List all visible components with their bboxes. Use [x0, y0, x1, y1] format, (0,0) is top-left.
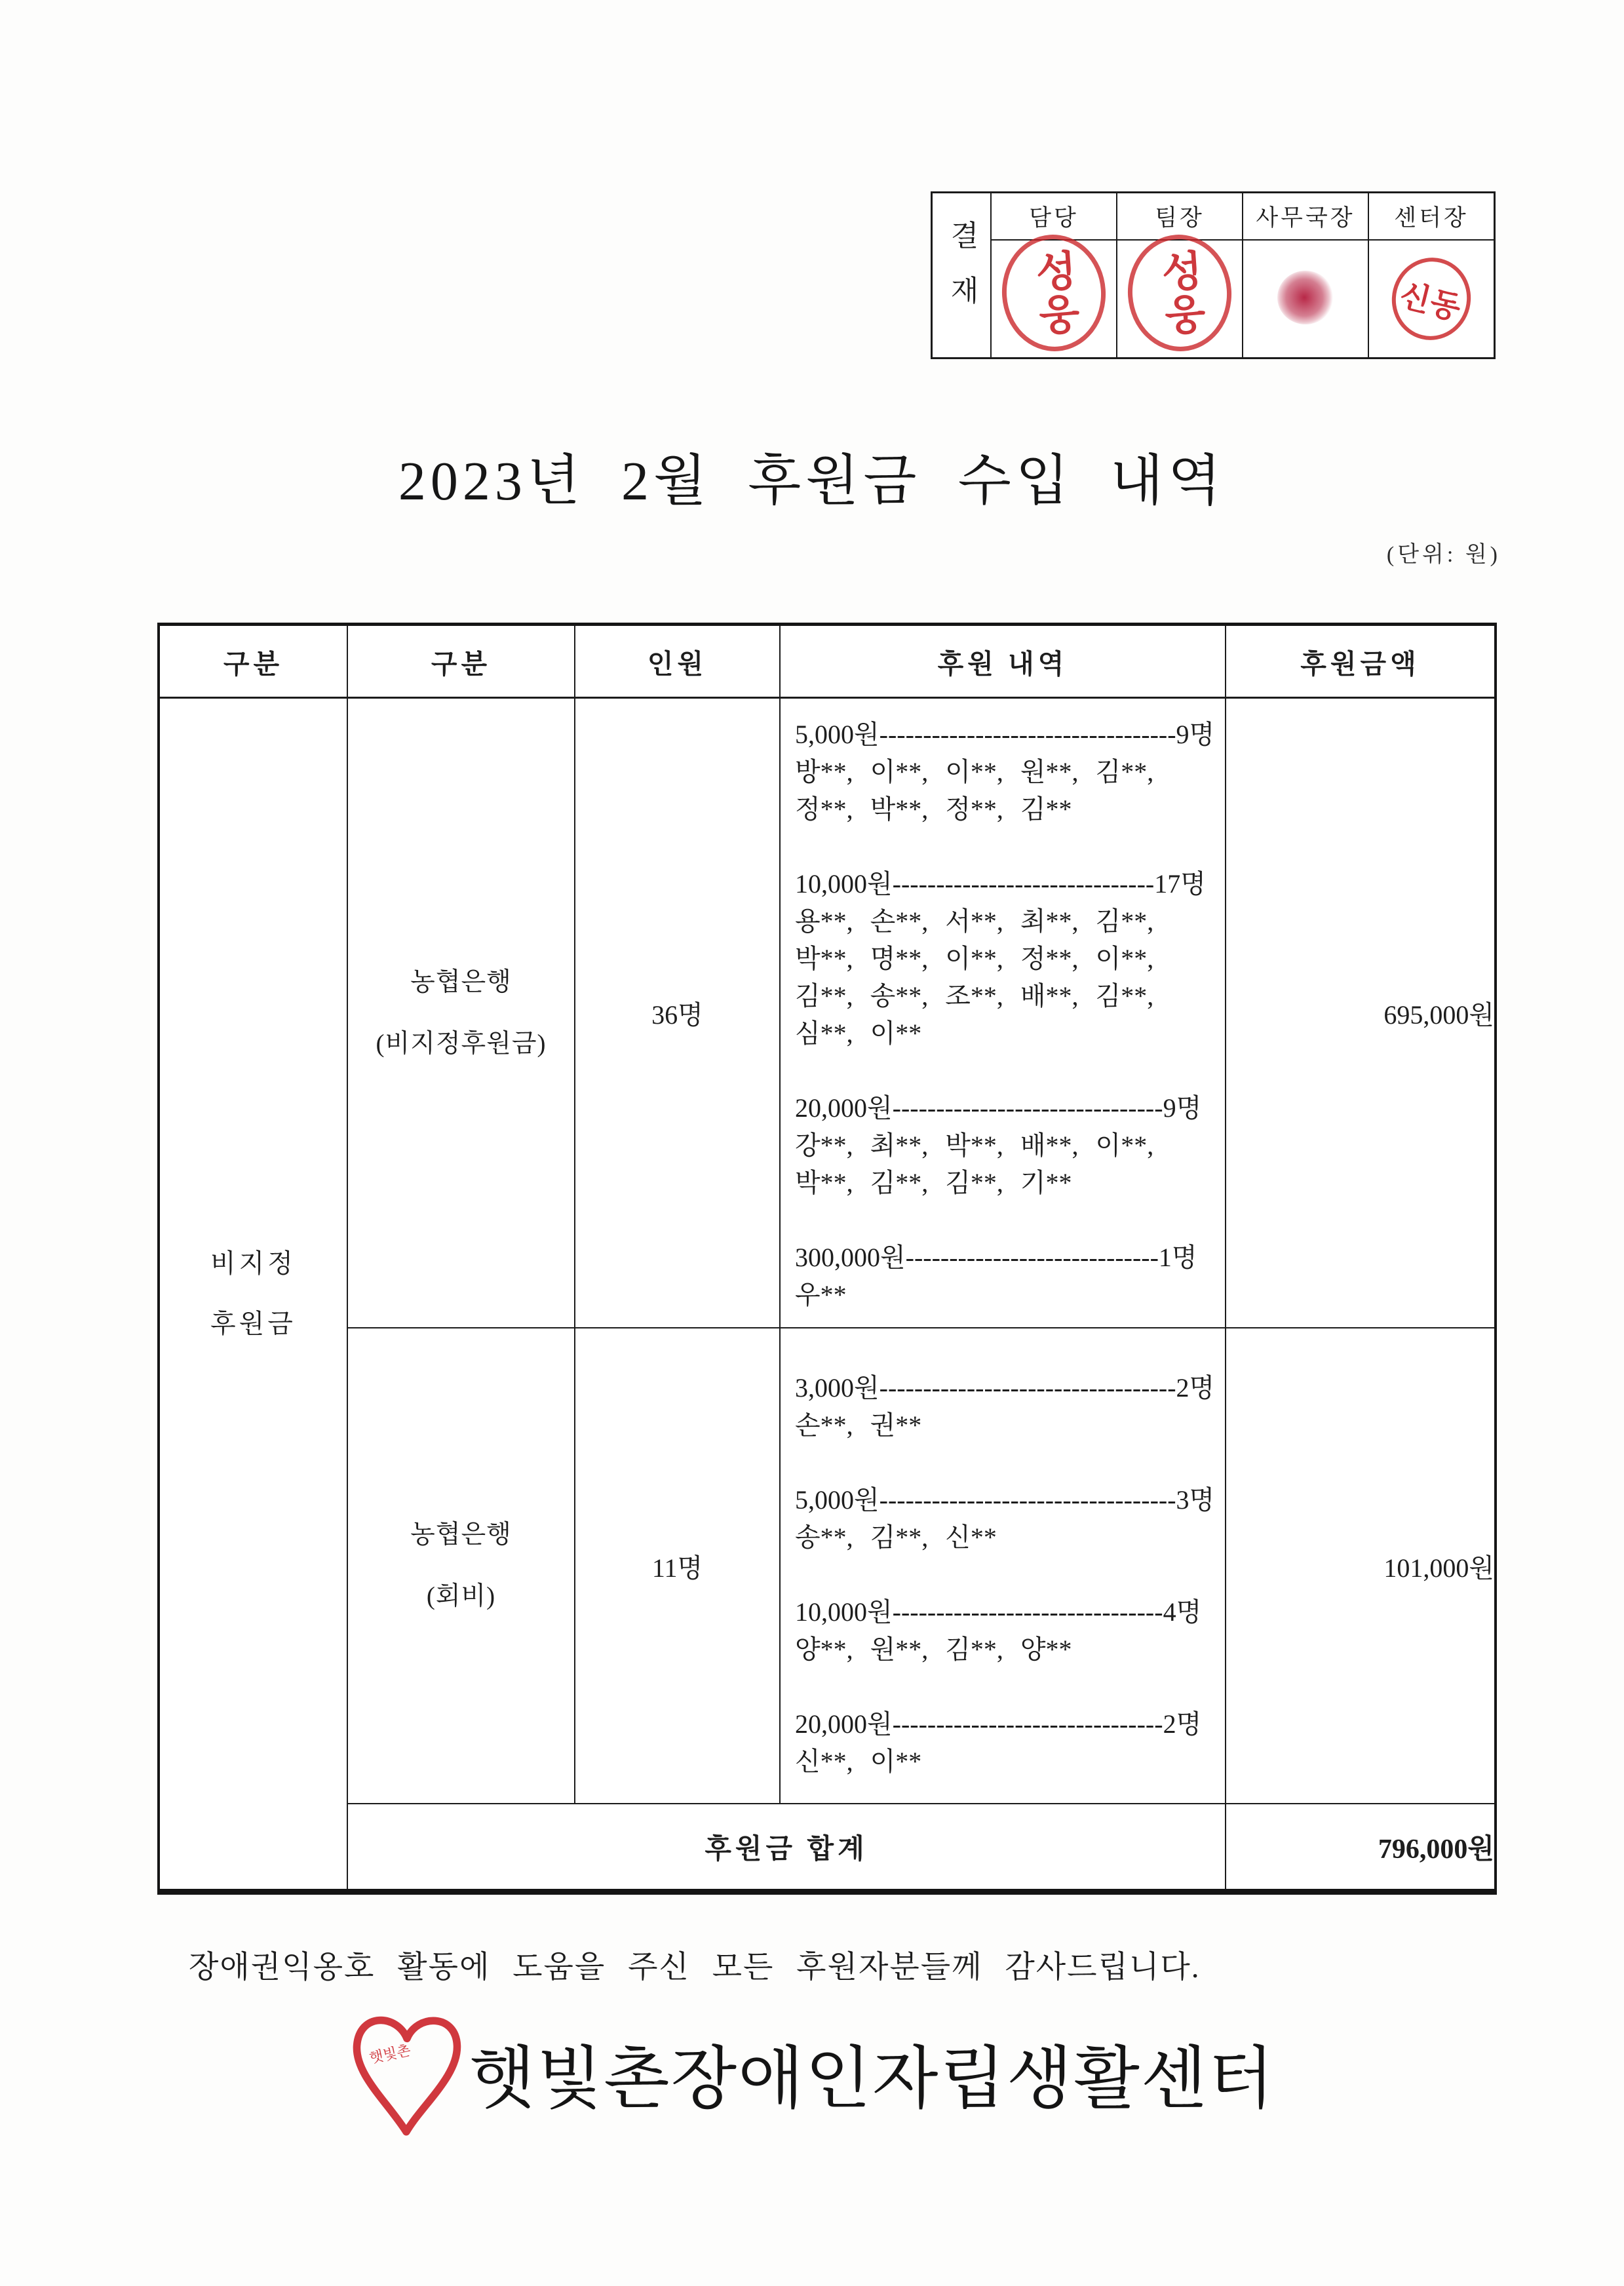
detail-line: 3,000원----------------------------------2명 — [795, 1373, 1214, 1403]
detail-line — [795, 828, 1214, 865]
page-title: 2023년 2월 후원금 수입 내역 — [398, 451, 1226, 512]
total-row — [159, 1804, 1496, 1892]
detail-line: 우** — [795, 1280, 847, 1309]
source-lines — [348, 1504, 574, 1627]
details-cell-row2 — [780, 1328, 1226, 1804]
table-row — [159, 1328, 1496, 1804]
detail-line: 용**, 손**, 서**, 최**, 김**, — [795, 906, 1154, 936]
detail-line — [795, 1444, 1214, 1481]
detail-line: 양**, 원**, 김**, 양** — [795, 1635, 1072, 1664]
source-line: (회비) — [426, 1582, 496, 1610]
detail-line: 20,000원-------------------------------9명 — [795, 1093, 1202, 1123]
detail-line — [795, 1556, 1214, 1593]
approval-col-teamjang: 팀장 — [1117, 193, 1243, 241]
donation-table — [157, 623, 1497, 1895]
source-line: 농협은행 — [410, 1521, 512, 1549]
detail-line: 10,000원------------------------------17명 — [795, 869, 1206, 899]
detail-line — [795, 1201, 1214, 1239]
amount-cell-row1: 695,000원 — [1226, 698, 1496, 1328]
approval-stamp-box — [931, 191, 1496, 359]
approval-col-samukukjang: 사무국장 — [1243, 193, 1368, 241]
org-logo-line — [0, 2000, 1624, 2144]
approval-table — [931, 191, 1496, 359]
approval-col-damdang: 담당 — [991, 193, 1117, 241]
total-amount: 796,000원 — [1226, 1804, 1496, 1892]
seal-stamp-samukukjang — [1277, 271, 1334, 324]
approval-col-centerjang: 센터장 — [1368, 193, 1495, 241]
detail-line: 20,000원-------------------------------2명 — [795, 1709, 1202, 1739]
table-header-row — [159, 625, 1496, 698]
source-line: 농협은행 — [410, 967, 512, 996]
source-cell-row2 — [347, 1328, 575, 1804]
detail-line: 10,000원-------------------------------4명 — [795, 1597, 1202, 1627]
detail-line: 박**, 김**, 김**, 기** — [795, 1168, 1072, 1197]
seal-stamp-teamjang: 성웅 — [1124, 231, 1235, 355]
header-count: 인원 — [575, 625, 780, 698]
details-lines — [781, 699, 1225, 1313]
heart-logo-text: 햇빛촌 — [368, 2042, 413, 2066]
detail-line: 김**, 송**, 조**, 배**, 김**, — [795, 981, 1154, 1011]
approval-label: 결재 — [932, 193, 992, 358]
details-lines — [781, 1328, 1225, 1780]
detail-line — [795, 1052, 1214, 1089]
details-cell-row1 — [780, 698, 1226, 1328]
table-row — [159, 698, 1496, 1328]
org-name: 햇빛촌장애인자립생활센터 — [469, 2042, 1275, 2117]
detail-line: 정**, 박**, 정**, 김** — [795, 794, 1072, 824]
detail-line: 방**, 이**, 이**, 원**, 김**, — [795, 757, 1154, 786]
header-subcategory: 구분 — [347, 625, 575, 698]
detail-line: 심**, 이** — [795, 1018, 922, 1048]
detail-line: 5,000원----------------------------------9명 — [795, 720, 1214, 749]
header-category: 구분 — [159, 625, 347, 698]
source-cell-row1 — [347, 698, 575, 1328]
detail-line — [795, 1668, 1214, 1705]
heart-logo-icon — [349, 2009, 465, 2144]
count-cell-row1: 36명 — [575, 698, 780, 1328]
detail-line: 강**, 최**, 박**, 배**, 이**, — [795, 1131, 1154, 1160]
header-amount: 후원금액 — [1226, 625, 1496, 698]
category-line: 비지정 — [210, 1249, 296, 1278]
detail-line: 300,000원-----------------------------1명 — [795, 1243, 1197, 1272]
category-lines — [160, 1233, 347, 1354]
seal-stamp-damdang: 성웅 — [998, 231, 1110, 355]
amount-cell-row2: 101,000원 — [1226, 1328, 1496, 1804]
count-cell-row2: 11명 — [575, 1328, 780, 1804]
seal-stamp-centerjang: 신동 — [1383, 249, 1480, 348]
detail-line: 신**, 이** — [795, 1747, 922, 1776]
detail-line: 송**, 김**, 신** — [795, 1522, 997, 1552]
total-label: 후원금 합계 — [347, 1804, 1226, 1892]
detail-line: 손**, 권** — [795, 1410, 922, 1440]
header-details: 후원 내역 — [780, 625, 1226, 698]
source-line: (비지정후원금) — [376, 1029, 547, 1058]
detail-line: 박**, 명**, 이**, 정**, 이**, — [795, 944, 1154, 973]
source-lines — [348, 952, 574, 1075]
category-line: 후원금 — [210, 1309, 296, 1338]
unit-note: (단위: 원) — [1386, 543, 1501, 567]
category-cell — [159, 698, 347, 1892]
thanks-text: 장애권익옹호 활동에 도움을 주신 모든 후원자분들께 감사드립니다. — [189, 1950, 1201, 1985]
detail-line: 5,000원----------------------------------3명 — [795, 1485, 1214, 1515]
